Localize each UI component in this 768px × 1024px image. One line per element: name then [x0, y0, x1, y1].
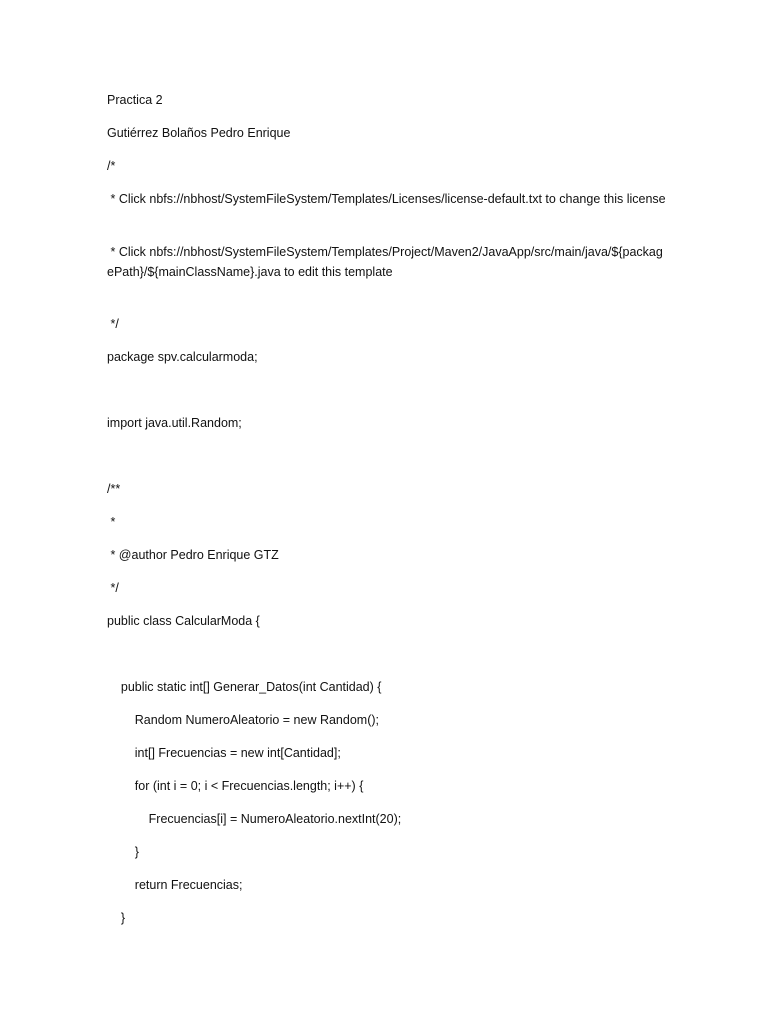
code-line: for (int i = 0; i < Frecuencias.length; i++) {	[107, 779, 364, 793]
code-line: * Click nbfs://nbhost/SystemFileSystem/Templates/Licenses/license-default.txt to change this license	[107, 192, 666, 206]
document-title: Practica 2	[107, 93, 163, 107]
code-line: /**	[107, 482, 121, 496]
code-line: Frecuencias[i] = NumeroAleatorio.nextInt(20);	[107, 812, 402, 826]
code-line: */	[107, 317, 119, 331]
code-line: public static int[] Generar_Datos(int Cantidad) {	[107, 680, 382, 694]
code-line: import java.util.Random;	[107, 416, 242, 430]
code-line: */	[107, 581, 119, 595]
code-line: return Frecuencias;	[107, 878, 243, 892]
code-line: *	[107, 515, 116, 529]
code-line: }	[107, 911, 126, 925]
code-line: package spv.calcularmoda;	[107, 350, 258, 364]
author-name: Gutiérrez Bolaños Pedro Enrique	[107, 126, 291, 140]
code-line: * Click nbfs://nbhost/SystemFileSystem/Templates/Project/Maven2/JavaApp/src/main/java/${packagePath}/${mainClassName}.java to edit this template	[107, 245, 663, 279]
code-line: }	[107, 845, 139, 859]
code-line: int[] Frecuencias = new int[Cantidad];	[107, 746, 341, 760]
code-line: * @author Pedro Enrique GTZ	[107, 548, 279, 562]
code-line: /*	[107, 159, 116, 173]
code-line: public class CalcularModa {	[107, 614, 260, 628]
code-line: Random NumeroAleatorio = new Random();	[107, 713, 379, 727]
